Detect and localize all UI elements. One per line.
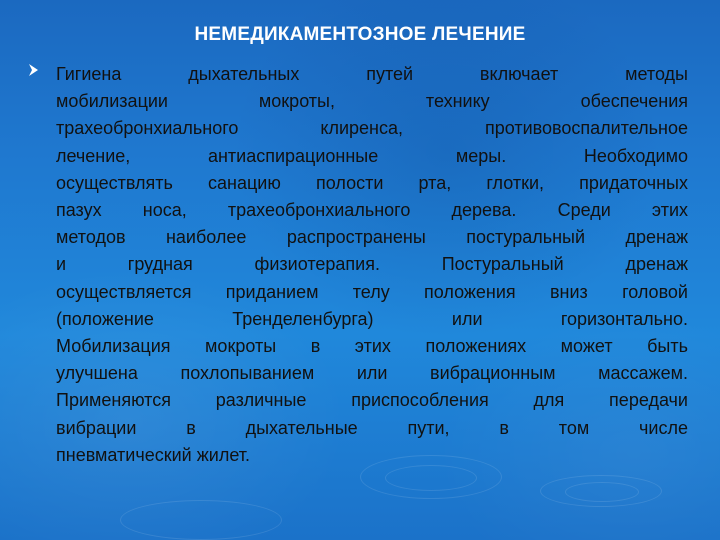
ripple-decoration — [120, 500, 282, 540]
paragraph-line: трахеобронхиального клиренса, противовоспалительное — [56, 118, 688, 139]
paragraph-line: методов наиболее распространены постуральный дренаж — [56, 227, 688, 248]
paragraph-line: улучшена похлопыванием или вибрационным массажем. — [56, 363, 688, 384]
paragraph-lines — [56, 61, 688, 469]
paragraph-line: и грудная физиотерапия. Постуральный дренаж — [56, 254, 688, 275]
paragraph-line: Применяются различные приспособления для передачи — [56, 390, 688, 411]
slide-title: НЕМЕДИКАМЕНТОЗНОЕ ЛЕЧЕНИЕ — [194, 24, 526, 45]
paragraph-line: осуществлять санацию полости рта, глотки, придаточных — [56, 172, 688, 193]
paragraph-line: Гигиена дыхательных путей включает методы — [56, 64, 688, 84]
paragraph-line: осуществляется приданием телу положения вниз головой — [56, 281, 688, 302]
paragraph-line: пазух носа, трахеобронхиального дерева. Среди этих — [56, 200, 688, 221]
paragraph-line: мобилизации мокроты, технику обеспечения — [56, 91, 688, 112]
ripple-decoration — [565, 482, 639, 502]
arrowhead-bullet-icon — [28, 63, 40, 81]
paragraph-line: (положение Тренделенбурга) или горизонтально. — [56, 308, 688, 329]
paragraph-line: Мобилизация мокроты в этих положениях может быть — [56, 336, 688, 357]
paragraph-line: вибрации в дыхательные пути, в том числе — [56, 417, 688, 438]
paragraph-line-last: пневматический жилет. — [56, 444, 250, 465]
paragraph-line: лечение, антиаспирационные меры. Необходимо — [56, 145, 688, 166]
bullet-paragraph — [28, 61, 690, 469]
